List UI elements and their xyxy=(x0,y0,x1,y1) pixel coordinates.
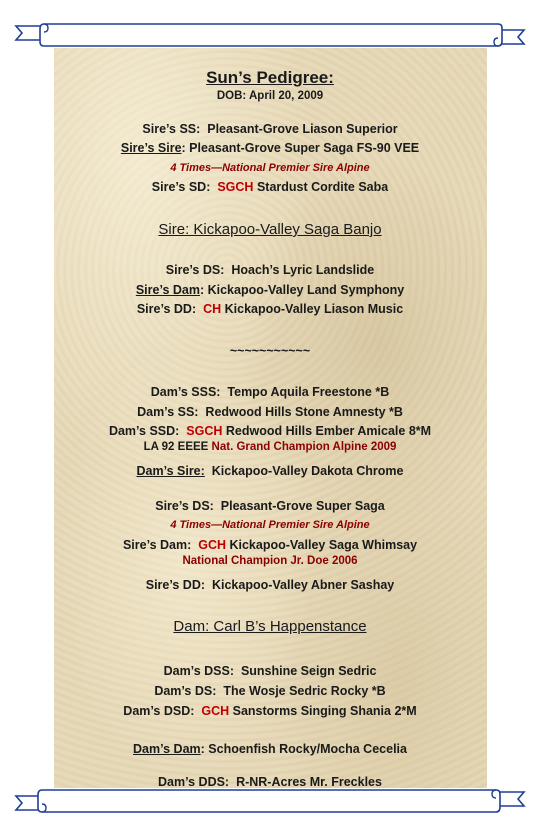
dams-dam: Dam’s Dam: Schoenfish Rocky/Mocha Cecelia xyxy=(133,742,407,756)
divider: ~~~~~~~~~~~ xyxy=(229,344,311,358)
sires-sd: Sire’s SD: SGCH Stardust Cordite Saba xyxy=(151,180,389,194)
sires-sire: Sire’s Sire: Pleasant-Grove Super Saga FS-90 VEE xyxy=(120,141,420,155)
sires-sire-note: 4 Times—National Premier Sire Alpine xyxy=(170,162,370,174)
dams-sire: Dam’s Sire: Kickapoo-Valley Dakota Chrome xyxy=(136,464,404,478)
page-title: Sun’s Pedigree: xyxy=(206,68,334,87)
dams-ssd-award: LA 92 EEEE Nat. Grand Champion Alpine 2009 xyxy=(143,441,397,453)
sires-dd: Sire’s DD: CH Kickapoo-Valley Liason Music xyxy=(136,302,404,316)
sires-dam-2-award: National Champion Jr. Doe 2006 xyxy=(182,555,358,567)
sires-ds-2: Sire’s DS: Pleasant-Grove Super Saga xyxy=(155,499,385,513)
dams-dds: Dam’s DDS: R-NR-Acres Mr. Freckles xyxy=(158,775,382,789)
dams-dss: Dam’s DSS: Sunshine Seign Sedric xyxy=(163,664,377,678)
sires-ds-2-note: 4 Times—National Premier Sire Alpine xyxy=(170,519,370,531)
sires-dam-2: Sire’s Dam: GCH Kickapoo-Valley Saga Whimsay xyxy=(122,538,418,552)
dams-ss: Dam’s SS: Redwood Hills Stone Amnesty *B xyxy=(137,405,403,419)
bottom-scroll-ornament xyxy=(14,788,526,814)
sires-dam: Sire’s Dam: Kickapoo-Valley Land Symphony xyxy=(135,283,405,297)
dams-dsd: Dam’s DSD: GCH Sanstorms Singing Shania 2*M xyxy=(123,704,417,718)
dams-sss: Dam’s SSS: Tempo Aquila Freestone *B xyxy=(150,385,390,399)
dob: DOB: April 20, 2009 xyxy=(216,90,324,102)
dam-heading: Dam: Carl B’s Happenstance xyxy=(173,618,367,635)
sires-ds: Sire’s DS: Hoach’s Lyric Landslide xyxy=(165,263,375,277)
top-scroll-ornament xyxy=(14,22,526,48)
dams-ssd: Dam’s SSD: SGCH Redwood Hills Ember Amicale 8*M xyxy=(108,424,432,438)
sires-dd-2: Sire’s DD: Kickapoo-Valley Abner Sashay xyxy=(145,578,395,592)
sires-ss: Sire’s SS: Pleasant-Grove Liason Superior xyxy=(142,122,398,136)
sire-heading: Sire: Kickapoo-Valley Saga Banjo xyxy=(158,221,382,238)
dams-ds: Dam’s DS: The Wosje Sedric Rocky *B xyxy=(154,684,386,698)
